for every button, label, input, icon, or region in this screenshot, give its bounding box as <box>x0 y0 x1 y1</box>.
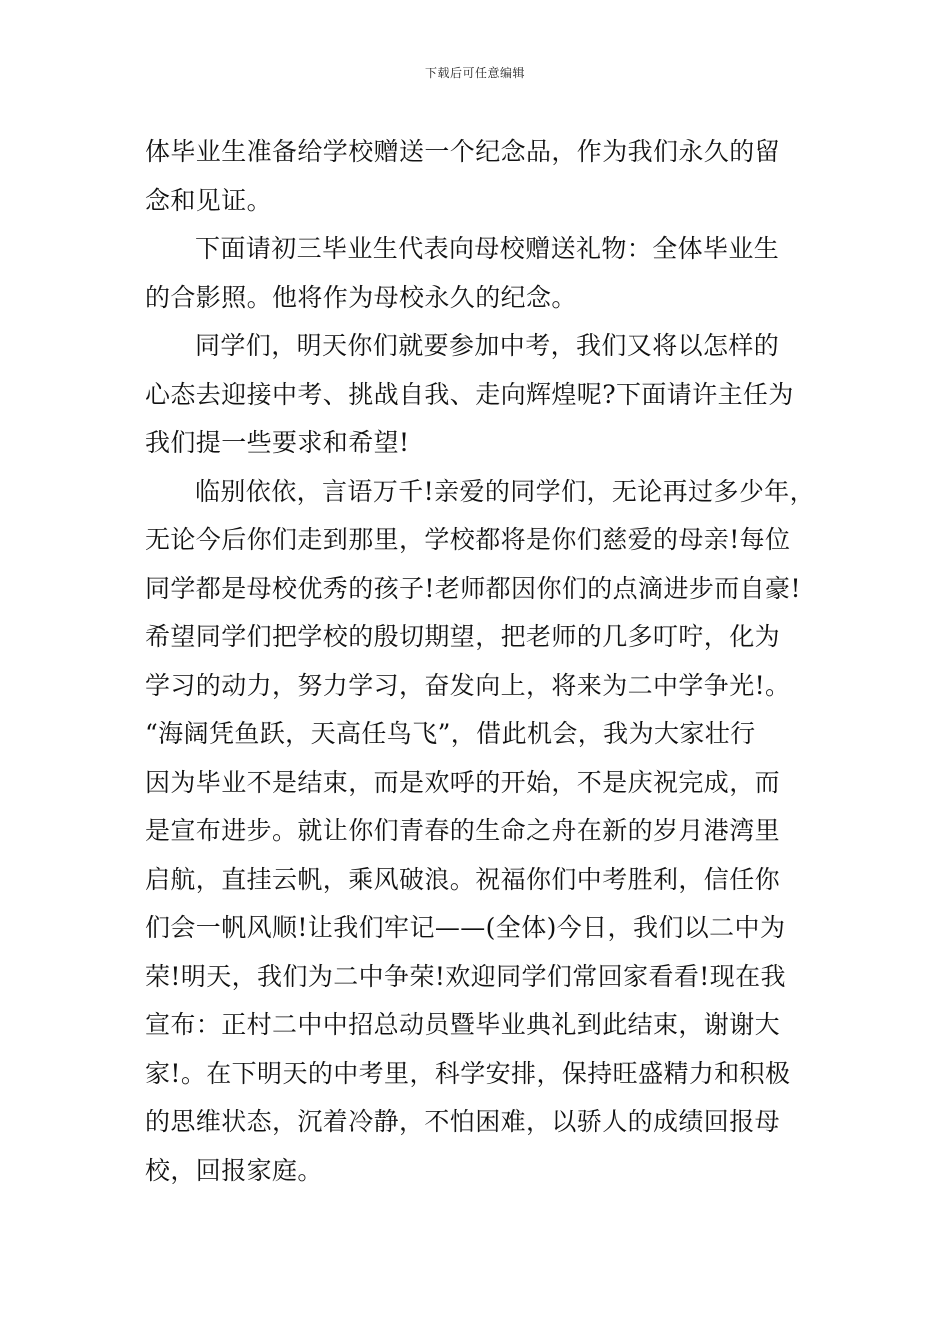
text-line: 启航，直挂云帆，乘风破浪。祝福你们中考胜利，信任你 <box>145 864 781 894</box>
text-line: 学习的动力，努力学习，奋发向上，将来为二中学争光!。 <box>145 670 791 700</box>
text-line: 因为毕业不是结束，而是欢呼的开始，不是庆祝完成，而 <box>145 767 781 797</box>
text-line: 们会一帆风顺!让我们牢记——(全体)今日，我们以二中为 <box>145 913 786 942</box>
page-header: 下载后可任意编辑 <box>424 66 525 80</box>
document-body <box>145 128 816 1195</box>
text-line: 希望同学们把学校的殷切期望，把老师的几多叮咛，化为 <box>145 622 781 651</box>
text-line: 荣!明天，我们为二中争荣!欢迎同学们常回家看看!现在我 <box>145 961 786 991</box>
text-line: 我们提一些要求和希望! <box>145 428 410 457</box>
text-line: 校，回报家庭。 <box>145 1155 323 1185</box>
text-line: 下面请初三毕业生代表向母校赠送礼物：全体毕业生 <box>195 234 780 263</box>
text-line: 临别依依，言语万千!亲爱的同学们，无论再过多少年， <box>195 476 816 506</box>
text-line: “海阔凭鱼跃，天高任鸟飞”，借此机会，我为大家壮行 <box>145 719 756 748</box>
text-line: 的合影照。他将作为母校永久的纪念。 <box>145 282 577 312</box>
text-line: 体毕业生准备给学校赠送一个纪念品，作为我们永久的留 <box>145 137 781 166</box>
text-line: 同学们，明天你们就要参加中考，我们又将以怎样的 <box>195 331 780 360</box>
text-line: 同学都是母校优秀的孩子!老师都因你们的点滴进步而自豪! <box>145 573 801 603</box>
text-line: 无论今后你们走到那里，学校都将是你们慈爱的母亲!每位 <box>145 525 791 554</box>
text-line: 家!。在下明天的中考里，科学安排，保持旺盛精力和积极 <box>145 1058 791 1088</box>
text-line: 念和见证。 <box>145 185 273 215</box>
text-line: 宣布：正村二中中招总动员暨毕业典礼到此结束，谢谢大 <box>145 1010 781 1039</box>
text-line: 是宣布进步。就让你们青春的生命之舟在新的岁月港湾里 <box>145 816 781 845</box>
text-line: 心态去迎接中考、挑战自我、走向辉煌呢?下面请许主任为 <box>145 379 794 409</box>
text-line: 的思维状态，沉着冷静，不怕困难，以骄人的成绩回报母 <box>145 1107 781 1136</box>
